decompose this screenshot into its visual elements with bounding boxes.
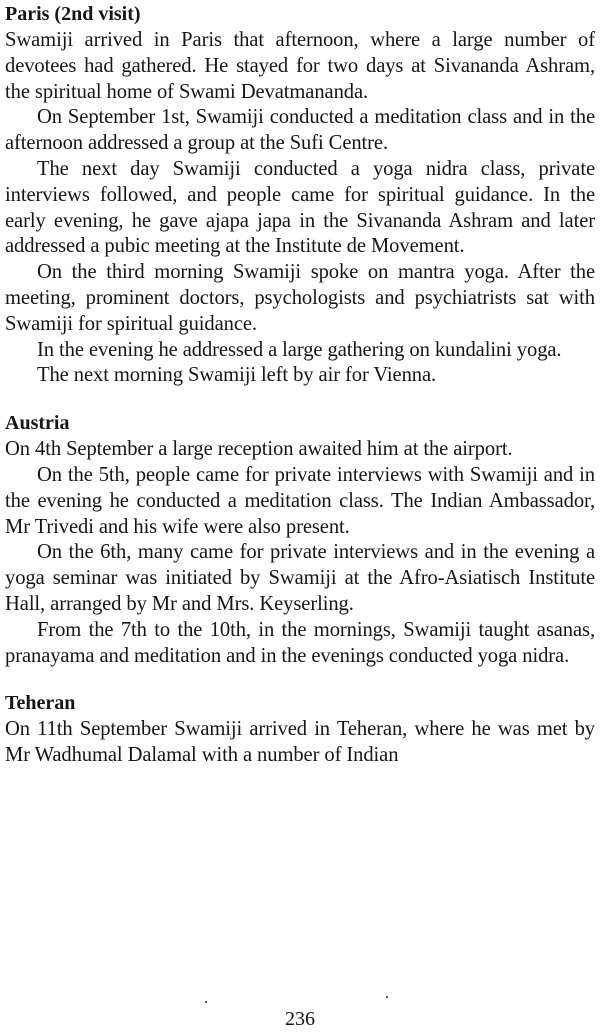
section-austria [5,409,595,669]
section-heading: Teheran [5,692,76,715]
section-heading: Austria [5,412,70,435]
paragraph: On September 1st, Swamiji conducted a meditation class and in the afternoon addressed a group at the Sufi Centre. [5,106,595,155]
section-heading: Paris (2nd visit) [5,3,141,25]
section-spacer [5,669,595,689]
scan-speck [205,1001,207,1003]
paragraph: On 4th September a large reception awaited him at the airport. [5,438,513,461]
section-teheran [5,689,595,769]
paragraph: On the 6th, many came for private interviews and in the evening a yoga seminar was initiated by Swamiji at the Afro-Asiatisch Institute Hall, arranged by Mr and Mrs. Keyserling. [5,541,595,615]
section-spacer [5,389,595,409]
book-page [5,0,595,769]
paragraph: Swamiji arrived in Paris that afternoon, where a large number of devotees had gathered. He stayed for two days at Sivananda Ashram, the spiritual home of Swami Devatmananda. [5,29,595,103]
paragraph: In the evening he addressed a large gathering on kundalini yoga. [37,338,562,361]
scan-speck [386,996,388,998]
paragraph: On the 5th, people came for private interviews with Swamiji and in the evening he conducted a meditation class. The Indian Ambassador, Mr Trivedi and his wife were also present. [5,463,595,538]
paragraph: On 11th September Swamiji arrived in Teheran, where he was met by Mr Wadhumal Dalamal with a number of Indian [5,718,595,767]
paragraph: The next morning Swamiji left by air for Vienna. [37,364,437,387]
page-number: 236 [285,1008,315,1030]
paragraph: From the 7th to the 10th, in the mornings, Swamiji taught asanas, pranayama and meditation and in the evenings conducted yoga nidra. [5,618,595,667]
section-paris [5,0,595,389]
paragraph: On the third morning Swamiji spoke on mantra yoga. After the meeting, prominent doctors, psychologists and psychiatrists sat with Swamiji for spiritual guidance. [5,261,595,335]
paragraph: The next day Swamiji conducted a yoga nidra class, private interviews followed, and people came for spiritual guidance. In the early evening, he gave ajapa japa in the Sivananda Ashram and later addressed a pubic meeting at the Institute de Movement. [5,157,595,258]
